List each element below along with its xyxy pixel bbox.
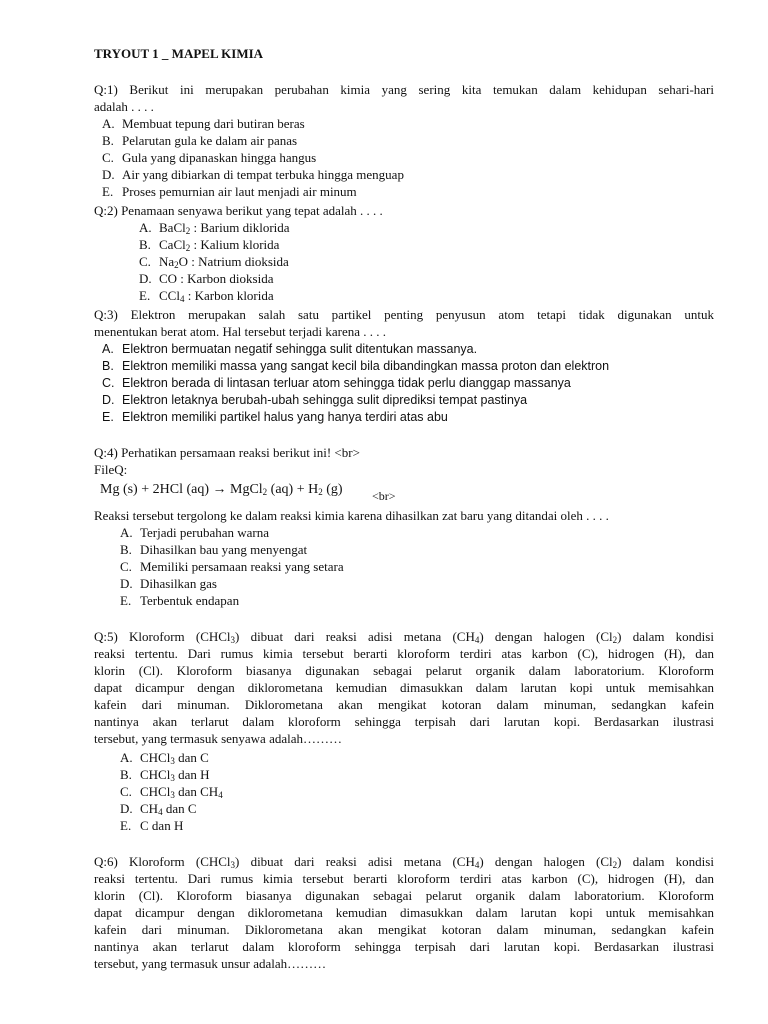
q6-stem-line-2: reaksi tertentu. Dari rumus kimia tersebut berarti kloroform terdiri atas karbon (C), hidrogen (H), dan <box>94 871 714 886</box>
option-label: B. <box>102 359 114 373</box>
option-label: C. <box>120 784 132 799</box>
subscript: 4 <box>474 635 480 645</box>
subscript: 4 <box>218 790 223 800</box>
subscript: 4 <box>158 807 163 817</box>
q4-option-c <box>120 558 344 575</box>
q3-stem-line-2: menentukan berat atom. Hal tersebut terjadi karena . . . . <box>94 324 387 339</box>
q5-stem-line-2: reaksi tertentu. Dari rumus kimia tersebut berarti kloroform terdiri atas karbon (C), hidrogen (H), dan <box>94 646 714 661</box>
option-text: CHCl <box>140 784 171 799</box>
q2-stem: Q:2) Penamaan senyawa berikut yang tepat adalah . . . . <box>94 203 383 218</box>
option-text: Dihasilkan bau yang menyengat <box>140 542 308 557</box>
stem-text: ) dalam kondisi <box>617 629 714 644</box>
q6-stem-line-5: kafein dari minuman. Diklorometana akan mengikat kotoran dalam minuman, sedangkan kafein <box>94 922 714 937</box>
q1-option-c <box>102 149 316 166</box>
subscript: 3 <box>170 790 175 800</box>
q6-stem-line-3: klorin (Cl). Kloroform biasanya digunakan sebagai pelarut organik dalam laboratorium. Kloroform <box>94 888 714 903</box>
stem-text: ) dengan halogen (Cl <box>479 854 613 869</box>
q4-option-b <box>120 541 307 558</box>
subscript: 2 <box>174 260 179 270</box>
q3-stem-line-1: Q:3) Elektron merupakan salah satu partikel penting penyusun atom tetapi tidak digunakan untuk <box>94 307 714 322</box>
option-text: CHCl <box>140 750 171 765</box>
option-text: Elektron memiliki massa yang sangat kecil bila dibandingkan massa proton dan elektron <box>122 359 610 373</box>
q4-stem: Q:4) Perhatikan persamaan reaksi berikut ini! <br> <box>94 445 360 460</box>
q6-stem-line-7: tersebut, yang termasuk unsur adalah……… <box>94 956 327 971</box>
option-text: Na <box>159 254 175 269</box>
option-label: E. <box>120 818 132 833</box>
stem-text: ) dibuat dari reaksi adisi metana (CH <box>235 854 475 869</box>
q1-option-e <box>102 183 357 200</box>
q6-stem-line-1 <box>94 853 714 870</box>
option-text: BaCl <box>159 220 186 235</box>
option-text: Terjadi perubahan warna <box>140 525 270 540</box>
option-text: dan H <box>174 767 210 782</box>
q5-stem-line-3: klorin (Cl). Kloroform biasanya digunakan sebagai pelarut organik dalam laboratorium. Kloroform <box>94 663 714 678</box>
equation-text: Mg (s) + 2HCl (aq) → MgCl <box>100 482 263 497</box>
option-label: A. <box>120 525 133 540</box>
option-label: A. <box>102 116 115 131</box>
option-text: Memiliki persamaan reaksi yang setara <box>140 559 344 574</box>
stem-text: ) dibuat dari reaksi adisi metana (CH <box>235 629 475 644</box>
q2-option-e <box>139 287 274 304</box>
subscript: 3 <box>170 773 175 783</box>
q5-stem-line-7: tersebut, yang termasuk senyawa adalah……… <box>94 731 343 746</box>
q3-option-a <box>102 341 477 358</box>
q2-option-c <box>139 253 289 270</box>
option-text: CH <box>140 801 159 816</box>
subscript: 2 <box>612 860 618 870</box>
option-text: dan C <box>174 750 209 765</box>
q5-option-e <box>120 817 183 834</box>
q5-stem-line-4: dapat dicampur dengan diklorometana kemudian dimasukkan dalam larutan kopi untuk memisahkan <box>94 680 714 695</box>
option-text: Proses pemurnian air laut menjadi air minum <box>122 184 357 199</box>
option-label: D. <box>120 801 133 816</box>
q5-option-a <box>120 749 209 766</box>
option-label: B. <box>102 133 114 148</box>
q2-option-b <box>139 236 279 253</box>
q5-option-c <box>120 783 223 800</box>
option-text: Dihasilkan gas <box>140 576 217 591</box>
option-text: : Karbon klorida <box>184 288 274 303</box>
option-label: A. <box>102 342 114 356</box>
equation-br-tag: <br> <box>372 489 396 503</box>
subscript: 2 <box>185 243 191 253</box>
option-text: CaCl <box>159 237 186 252</box>
stem-text: Q:5) Kloroform (CHCl <box>94 629 231 644</box>
subscript: 2 <box>612 635 618 645</box>
option-text: Gula yang dipanaskan hingga hangus <box>122 150 317 165</box>
option-text: CCl <box>159 288 180 303</box>
option-label: B. <box>139 237 151 252</box>
option-text: CHCl <box>140 767 171 782</box>
option-label: D. <box>102 393 115 407</box>
option-text: C dan H <box>140 818 184 833</box>
option-label: E. <box>102 184 114 199</box>
option-text: Air yang dibiarkan di tempat terbuka hingga menguap <box>122 167 404 182</box>
option-text: Terbentuk endapan <box>140 593 240 608</box>
option-text: Elektron memiliki partikel halus yang hanya terdiri atas abu <box>122 410 448 424</box>
option-text: dan CH <box>174 784 219 799</box>
q4-file-label: FileQ: <box>94 462 128 477</box>
subscript: 3 <box>230 635 236 645</box>
option-text: dan C <box>162 801 197 816</box>
q4-option-e <box>120 592 239 609</box>
q6-stem-line-4: dapat dicampur dengan diklorometana kemudian dimasukkan dalam larutan kopi untuk memisahkan <box>94 905 714 920</box>
q5-option-d <box>120 800 197 817</box>
q2-option-d <box>139 270 273 287</box>
option-text: CO : Karbon dioksida <box>159 271 274 286</box>
option-label: C. <box>102 376 115 390</box>
option-label: B. <box>120 767 132 782</box>
q3-option-d <box>102 392 527 409</box>
option-text: Pelarutan gula ke dalam air panas <box>122 133 298 148</box>
reaction-equation <box>100 482 343 498</box>
q2-option-a <box>139 219 290 236</box>
option-label: A. <box>120 750 133 765</box>
option-label: D. <box>120 576 133 591</box>
stem-text: Q:6) Kloroform (CHCl <box>94 854 231 869</box>
option-text: Membuat tepung dari butiran beras <box>122 116 305 131</box>
q6-stem-line-6: nantinya akan terlarut dalam kloroform sehingga terpisah dari larutan kopi. Berdasarkan ilustrasi <box>94 939 714 954</box>
stem-text: ) dalam kondisi <box>617 854 714 869</box>
q3-option-e <box>102 409 448 426</box>
option-label: D. <box>139 271 152 286</box>
option-text: : Barium diklorida <box>190 220 290 235</box>
option-label: C. <box>102 150 114 165</box>
option-label: C. <box>139 254 151 269</box>
q3-option-b <box>102 358 609 375</box>
q5-stem-line-5: kafein dari minuman. Diklorometana akan mengikat kotoran dalam minuman, sedangkan kafein <box>94 697 714 712</box>
option-label: A. <box>139 220 152 235</box>
option-label: C. <box>120 559 132 574</box>
subscript: 2 <box>318 487 323 497</box>
q1-stem-line-1: Q:1) Berikut ini merupakan perubahan kimia yang sering kita temukan dalam kehidupan sehari-hari <box>94 82 714 97</box>
q4-question: Reaksi tersebut tergolong ke dalam reaksi kimia karena dihasilkan zat baru yang ditandai oleh . . . . <box>94 508 609 523</box>
option-text: : Kalium klorida <box>190 237 280 252</box>
option-text: Elektron berada di lintasan terluar atom sehingga tidak perlu dianggap massanya <box>122 376 571 390</box>
option-text: Elektron letaknya berubah-ubah sehingga sulit diprediksi tempat pastinya <box>122 393 528 407</box>
q1-option-d <box>102 166 404 183</box>
stem-text: ) dengan halogen (Cl <box>479 629 613 644</box>
option-label: E. <box>120 593 132 608</box>
q5-stem-line-6: nantinya akan terlarut dalam kloroform sehingga terpisah dari larutan kopi. Berdasarkan ilustrasi <box>94 714 714 729</box>
option-text: Elektron bermuatan negatif sehingga sulit ditentukan massanya. <box>122 342 478 356</box>
subscript: 4 <box>179 294 185 304</box>
q4-option-d <box>120 575 217 592</box>
option-label: B. <box>120 542 132 557</box>
document-title: TRYOUT 1 _ MAPEL KIMIA <box>94 46 264 61</box>
equation-text: (aq) + H <box>267 482 319 497</box>
q3-option-c <box>102 375 571 392</box>
subscript: 2 <box>262 487 268 497</box>
option-text: O : Natrium dioksida <box>178 254 289 269</box>
q1-option-b <box>102 132 297 149</box>
q4-option-a <box>120 524 269 541</box>
subscript: 3 <box>170 756 175 766</box>
subscript: 4 <box>474 860 480 870</box>
equation-text: (g) <box>322 482 343 497</box>
q1-option-a <box>102 115 305 132</box>
q1-stem-line-2: adalah . . . . <box>94 99 154 114</box>
q5-option-b <box>120 766 210 783</box>
subscript: 2 <box>185 226 191 236</box>
option-label: E. <box>102 410 114 424</box>
option-label: D. <box>102 167 115 182</box>
q5-stem-line-1 <box>94 628 714 645</box>
option-label: E. <box>139 288 151 303</box>
subscript: 3 <box>230 860 236 870</box>
